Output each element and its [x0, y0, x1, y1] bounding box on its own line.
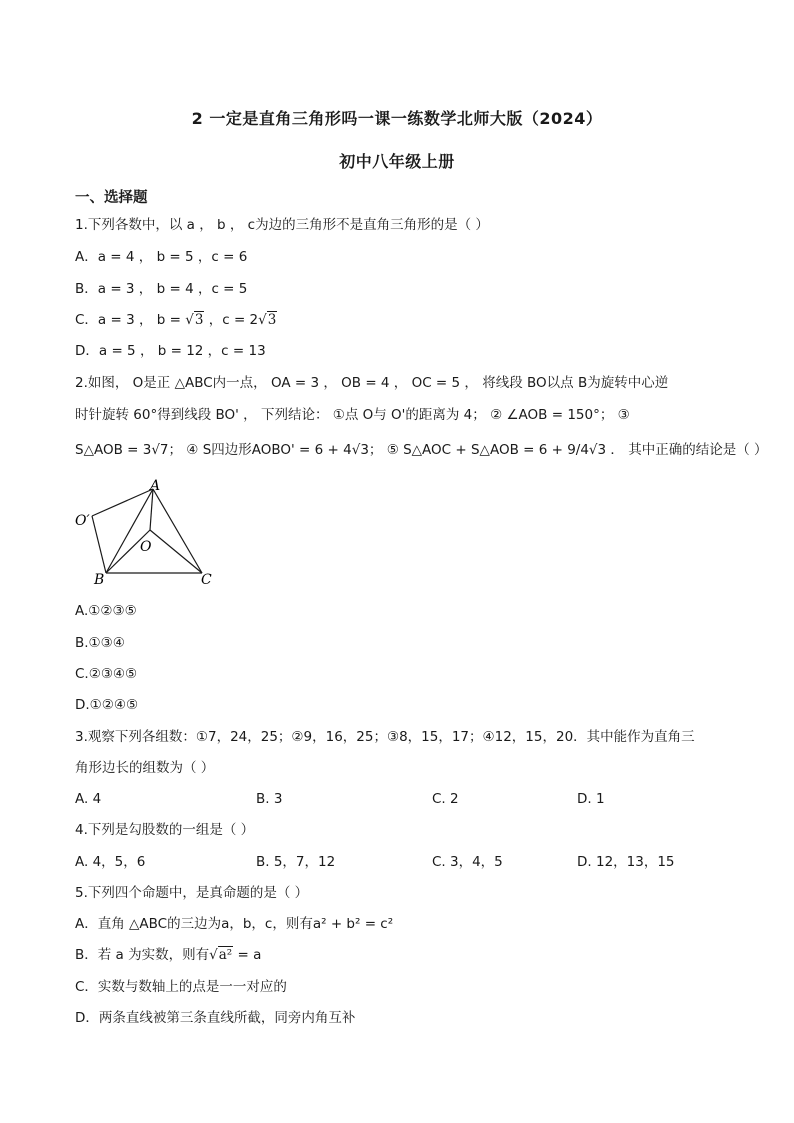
q5-option-a: A．直角 △ABC的三边为a，b，c，则有a² + b² = c² — [75, 916, 394, 932]
q4-option-c: C. 3，4，5 — [432, 854, 503, 870]
q2-option-b: B.①③④ — [75, 635, 125, 651]
segment-bo-prime — [92, 516, 106, 573]
q2-option-a: A.①②③⑤ — [75, 603, 137, 619]
segment-ao-prime — [92, 489, 153, 516]
segment-oc — [150, 530, 202, 573]
label-b: B — [94, 572, 105, 588]
q2-stem-line-2: 时针旋转 60°得到线段 BO' ， 下列结论： ①点 O与 O'的距离为 4； ② ∠AOB = 150°； ③ — [75, 407, 630, 423]
q4-option-a: A. 4，5，6 — [75, 854, 146, 870]
q3-stem-line-1: 3.观察下列各组数：①7，24，25；②9，16，25；③8，15，17；④12，15，20．其中能作为直角三 — [75, 729, 695, 745]
q2-option-d: D.①②④⑤ — [75, 697, 139, 713]
q5-option-b-suffix: = a — [233, 947, 262, 963]
q1-option-b: B．a = 3 ， b = 4 ，c = 5 — [75, 281, 248, 297]
q4-option-b: B. 5，7，12 — [256, 854, 336, 870]
q1-option-c-middle: ，c = 2 — [204, 312, 259, 328]
q3-stem-line-2: 角形边长的组数为（ ） — [75, 760, 215, 776]
q3-option-a: A. 4 — [75, 791, 102, 807]
q4-stem: 4.下列是勾股数的一组是（ ） — [75, 822, 255, 838]
q5-option-d: D．两条直线被第三条直线所截，同旁内角互补 — [75, 1010, 356, 1026]
q5-option-b-prefix: B．若 a 为实数，则有 — [75, 947, 210, 963]
q2-option-c: C.②③④⑤ — [75, 666, 138, 682]
label-o: O — [140, 539, 152, 555]
q1-option-c-prefix: C．a = 3 ， b = — [75, 312, 186, 328]
document-subtitle: 初中八年级上册 — [339, 152, 455, 171]
section-heading: 一、选择题 — [75, 190, 148, 206]
label-o-prime: O′ — [75, 513, 90, 529]
q2-stem-line-3: S△AOB = 3√7； ④ S四边形AOBO' = 6 + 4√3； ⑤ S△AOC + S△AOB = 6 + 9/4√3 ． 其中正确的结论是（ ） — [75, 442, 768, 458]
q2-triangle-figure — [70, 475, 230, 590]
document-title: 2 一定是直角三角形吗一课一练数学北师大版（2024） — [191, 109, 603, 128]
segment-oa — [150, 489, 153, 530]
segment-ac — [153, 489, 202, 573]
q3-option-d: D. 1 — [577, 791, 605, 807]
q4-option-d: D. 12，13，15 — [577, 854, 675, 870]
label-c: C — [201, 572, 212, 588]
q3-option-c: C. 2 — [432, 791, 459, 807]
q5-option-b: B．若 a 为实数，则有√a² = a — [75, 947, 262, 963]
label-a: A — [150, 478, 161, 494]
q1-option-a: A．a = 4 ， b = 5 ，c = 6 — [75, 249, 248, 265]
q5-option-b-radicand: a² — [218, 947, 233, 963]
segment-ab — [106, 489, 153, 573]
q1-option-d: D．a = 5 ， b = 12 ，c = 13 — [75, 343, 266, 359]
q3-option-b: B. 3 — [256, 791, 283, 807]
q1-option-c-radicand-1: 3 — [194, 312, 204, 328]
q5-option-c: C．实数与数轴上的点是一一对应的 — [75, 979, 287, 995]
q1-stem: 1.下列各数中，以 a ， b ， c为边的三角形不是直角三角形的是（ ） — [75, 217, 489, 233]
q1-option-c: C．a = 3 ， b = √3 ，c = 2√3 — [75, 312, 277, 328]
q2-stem-line-1: 2.如图， O是正 △ABC内一点， OA = 3 ， OB = 4 ， OC = 5 ， 将线段 BO以点 B为旋转中心逆 — [75, 375, 669, 391]
q1-option-c-radicand-2: 3 — [267, 312, 277, 328]
q5-stem: 5.下列四个命题中，是真命题的是（ ） — [75, 885, 309, 901]
